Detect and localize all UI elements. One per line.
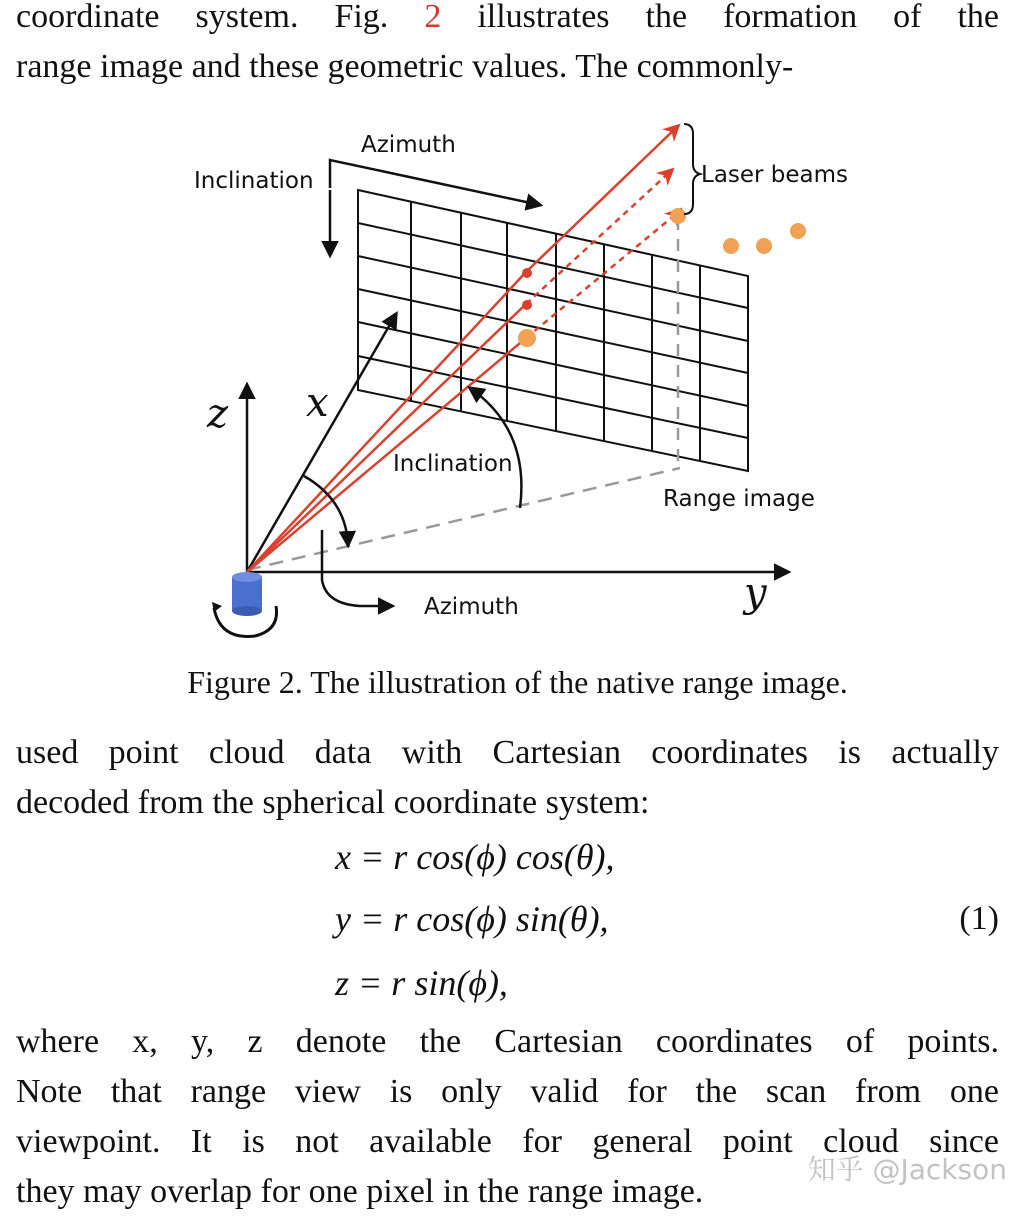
- range-image-figure: [0, 100, 1035, 655]
- text-line: decoded from the spherical coordinate system:: [16, 784, 650, 821]
- text-line: used point cloud data with Cartesian coordinates is actually: [16, 734, 999, 771]
- text-line: [16, 0, 999, 42]
- x-axis-label: x: [306, 380, 329, 426]
- azimuth-arrow-top: [330, 160, 540, 205]
- text-line: they may overlap for one pixel in the range image.: [16, 1173, 704, 1210]
- figure-caption: Figure 2. The illustration of the native range image.: [187, 664, 848, 700]
- inclination-label-top: Inclination: [194, 168, 314, 194]
- text-line: viewpoint. It is not available for general point cloud since: [16, 1123, 999, 1160]
- range-pixel-point: [518, 329, 536, 347]
- beam-point: [522, 268, 532, 278]
- z-axis-label: z: [207, 391, 229, 437]
- equation-number: (1): [959, 900, 999, 937]
- text-line: Note that range view is only valid for the scan from one: [16, 1073, 999, 1110]
- beam-point: [522, 300, 532, 310]
- paragraph-mid: [16, 728, 999, 828]
- text-fragment: illustrates the formation of the: [477, 0, 1000, 35]
- text-line: range image and these geometric values. The commonly-: [16, 48, 794, 85]
- text-fragment: coordinate system. Fig.: [16, 0, 389, 35]
- azimuth-arrow-bottom: [322, 530, 392, 606]
- y-axis-label: y: [744, 570, 767, 616]
- equation-z: z = r sin(ϕ),: [335, 963, 508, 1003]
- text-line: where x, y, z denote the Cartesian coordinates of points.: [16, 1023, 999, 1060]
- watermark: 知乎 @Jackson: [807, 1153, 1007, 1186]
- hit-point: [756, 238, 772, 254]
- equation-y: y = r cos(ϕ) sin(θ),: [335, 899, 609, 939]
- paragraph-top: [16, 0, 999, 92]
- inclination-arc: [470, 388, 521, 508]
- azimuth-label-bottom: Azimuth: [424, 594, 519, 620]
- hit-point: [790, 223, 806, 239]
- laser-beams-brace: [684, 124, 700, 214]
- equation-x: x = r cos(ϕ) cos(θ),: [335, 837, 615, 877]
- hit-point: [670, 208, 686, 224]
- hit-point: [723, 238, 739, 254]
- range-image-label: Range image: [663, 486, 815, 512]
- inclination-label-mid: Inclination: [393, 451, 513, 477]
- figure-reference-link[interactable]: 2: [424, 0, 442, 35]
- azimuth-label-top: Azimuth: [361, 132, 456, 158]
- laser-beams-label: Laser beams: [701, 162, 849, 188]
- lidar-sensor-icon: [212, 572, 277, 636]
